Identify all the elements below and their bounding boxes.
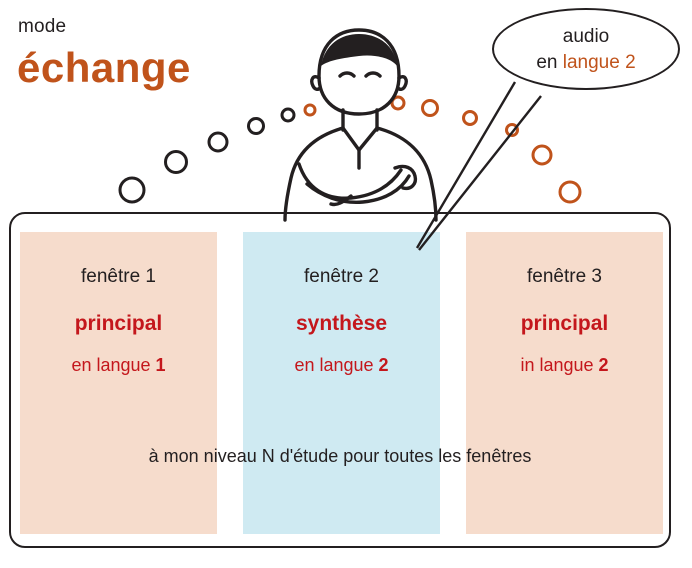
- mode-title: échange: [17, 44, 191, 91]
- speech-bubble-line2-prefix: en: [536, 52, 563, 73]
- window-3-sub: [466, 355, 663, 376]
- panel-footnote: à mon niveau N d'étude pour toutes les fenêtres: [148, 446, 532, 466]
- speech-bubble-line2-accent: langue 2: [562, 52, 636, 73]
- window-column-1: [20, 232, 217, 534]
- speech-bubble-line1: audio: [562, 26, 610, 47]
- speech-bubble: [492, 8, 680, 90]
- window-3-sub-value: 2: [598, 355, 609, 375]
- window-1-sub-value: 1: [155, 355, 166, 375]
- speech-bubble-text: [494, 24, 678, 76]
- window-2-main: synthèse: [295, 312, 388, 335]
- window-3-sub-prefix: in langue: [520, 355, 599, 375]
- window-2-title: fenêtre 2: [304, 266, 379, 287]
- window-1-title: fenêtre 1: [81, 266, 156, 287]
- window-3-title: fenêtre 3: [527, 266, 602, 287]
- window-2-sub-prefix: en langue: [294, 355, 379, 375]
- window-column-2: [243, 232, 440, 534]
- window-1-main: principal: [74, 312, 163, 335]
- windows-panel: [9, 212, 671, 548]
- window-3-main: principal: [520, 312, 609, 335]
- windows-columns: [20, 232, 663, 534]
- window-1-sub-prefix: en langue: [71, 355, 156, 375]
- window-2-sub-value: 2: [378, 355, 389, 375]
- person-illustration-icon: [255, 18, 465, 223]
- mode-label: mode: [18, 16, 67, 37]
- window-column-3: [466, 232, 663, 534]
- window-2-sub: [243, 355, 440, 376]
- window-1-sub: [20, 355, 217, 376]
